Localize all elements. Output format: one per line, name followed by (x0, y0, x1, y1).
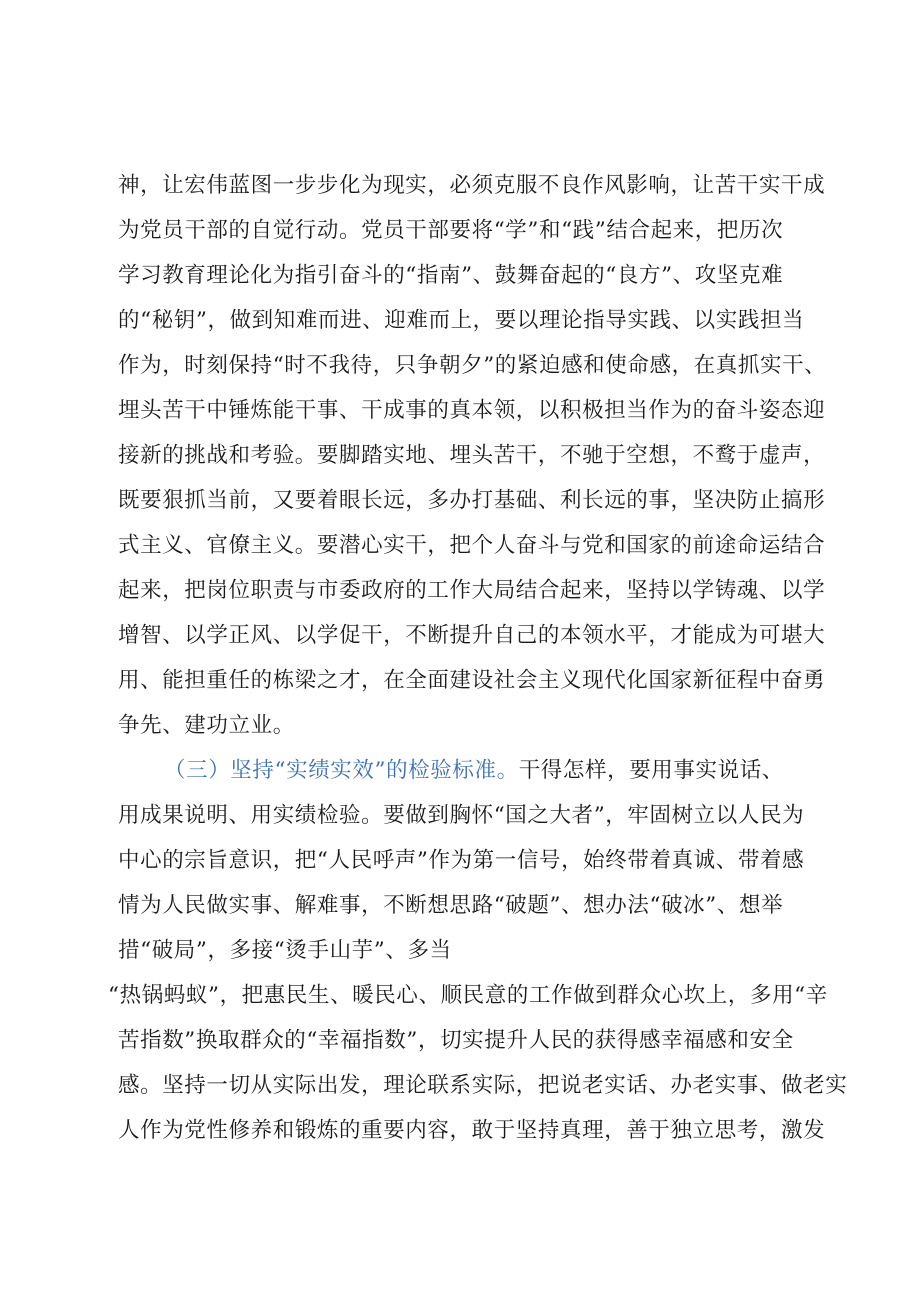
paragraph-1-line-12: 用、能担重任的栋梁之才，在全面建设社会主义现代化国家新征程中奋勇 (118, 668, 826, 693)
paragraph-2-line-7: 苦指数”换取群众的“幸福指数”，切实提升人民的获得感幸福感和安全 (118, 1028, 794, 1053)
paragraph-1-line-7: 接新的挑战和考验。要脚踏实地、埋头苦干，不驰于空想，不鹜于虚声， (118, 443, 826, 468)
paragraph-1-line-4: 的“秘钥”，做到知难而进、迎难而上，要以理论指导实践、以实践担当 (118, 308, 805, 333)
paragraph-1-line-10: 起来，把岗位职责与市委政府的工作大局结合起来，坚持以学铸魂、以学 (118, 578, 826, 603)
paragraph-1-line-1: 神，让宏伟蓝图一步步化为现实，必须克服不良作风影响，让苦干实干成 (118, 173, 826, 198)
paragraph-2-line-2: 用成果说明、用实绩检验。要做到胸怀“国之大者”，牢固树立以人民为 (118, 803, 805, 828)
paragraph-2-first-line (164, 757, 784, 785)
paragraph-1-line-9: 式主义、官僚主义。要潜心实干，把个人奋斗与党和国家的前途命运结合 (118, 533, 826, 558)
paragraph-1-line-5: 作为，时刻保持“时不我待，只争朝夕”的紧迫感和使命感，在真抓实干、 (118, 353, 827, 378)
paragraph-1-line-8: 既要狠抓当前，又要着眼长远，多办打基础、利长远的事，坚决防止搞形 (118, 488, 826, 513)
paragraph-2-line-6: “热锅蚂蚁”，把惠民生、暖民心、顺民意的工作做到群众心坎上，多用“辛 (108, 983, 828, 1008)
paragraph-2-line-9: 人作为党性修养和锻炼的重要内容，敢于坚持真理，善于独立思考，激发 (118, 1118, 826, 1143)
paragraph-2-first-line-text: 干得怎样，要用事实说话、 (518, 758, 784, 783)
paragraph-1-line-11: 增智、以学正风、以学促干，不断提升自己的本领水平，才能成为可堪大 (118, 623, 826, 648)
paragraph-2-line-5: 措“破局”，多接“烫手山芋”、多当 (118, 938, 452, 963)
paragraph-2-line-3: 中心的宗旨意识，把“人民呼声”作为第一信号，始终带着真诚、带着感 (118, 848, 805, 873)
paragraph-1-line-13: 争先、建功立业。 (118, 713, 295, 738)
section-heading: （三）坚持“实绩实效”的检验标准。 (164, 758, 519, 783)
paragraph-1-line-3: 学习教育理论化为指引奋斗的“指南”、鼓舞奋起的“良方”、攻坚克难 (118, 263, 784, 288)
paragraph-1-line-6: 埋头苦干中锤炼能干事、干成事的真本领，以积极担当作为的奋斗姿态迎 (118, 398, 826, 423)
paragraph-2-line-8: 感。坚持一切从实际出发，理论联系实际，把说老实话、办老实事、做老实 (118, 1073, 848, 1098)
paragraph-1-line-2: 为党员干部的自觉行动。党员干部要将“学”和“践”结合起来，把历次 (118, 218, 784, 243)
paragraph-2-line-4: 情为人民做实事、解难事，不断想思路“破题”、想办法“破冰”、想举 (118, 893, 784, 918)
